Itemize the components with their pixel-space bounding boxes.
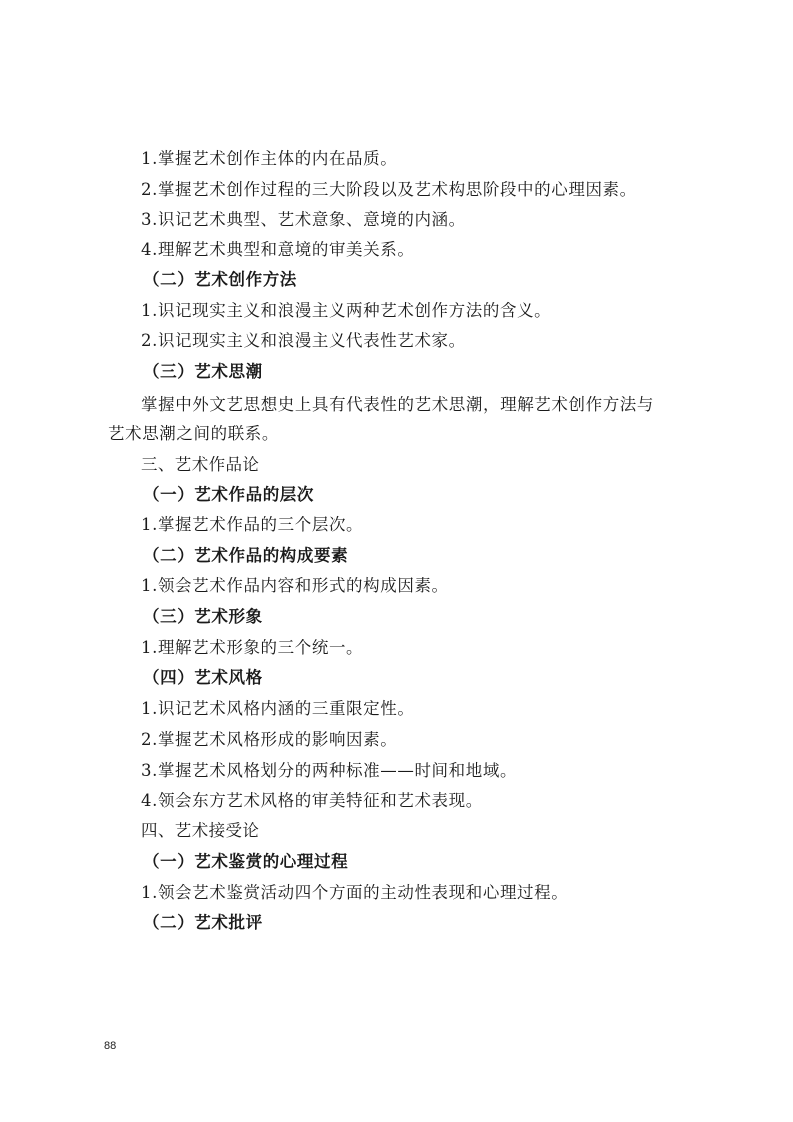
- subsection-heading: （一）艺术鉴赏的心理过程: [143, 852, 349, 871]
- subsection-heading: （三）艺术形象: [143, 607, 263, 626]
- list-item: 4.领会东方艺术风格的审美特征和艺术表现。: [141, 791, 483, 810]
- list-item: 1.领会艺术作品内容和形式的构成因素。: [141, 576, 449, 595]
- page-number: 88: [104, 1040, 117, 1052]
- subsection-heading: （二）艺术创作方法: [143, 270, 297, 289]
- list-item: 1.理解艺术形象的三个统一。: [141, 638, 364, 657]
- subsection-heading: （一）艺术作品的层次: [143, 485, 314, 504]
- paragraph-continuation: 艺术思潮之间的联系。: [108, 424, 279, 443]
- list-item: 1.掌握艺术创作主体的内在品质。: [141, 149, 398, 168]
- subsection-heading: （二）艺术批评: [143, 913, 263, 932]
- list-item: 2.识记现实主义和浪漫主义代表性艺术家。: [141, 331, 466, 350]
- list-item: 1.识记现实主义和浪漫主义两种艺术创作方法的含义。: [141, 301, 552, 320]
- list-item: 3.掌握艺术风格划分的两种标准——时间和地域。: [141, 761, 518, 780]
- list-item: 1.领会艺术鉴赏活动四个方面的主动性表现和心理过程。: [141, 883, 569, 902]
- section-heading: 四、艺术接受论: [141, 821, 260, 840]
- list-item: 4.理解艺术典型和意境的审美关系。: [141, 240, 415, 259]
- list-item: 3.识记艺术典型、艺术意象、意境的内涵。: [141, 210, 466, 229]
- section-heading: 三、艺术作品论: [141, 455, 260, 474]
- list-item: 1.识记艺术风格内涵的三重限定性。: [141, 699, 415, 718]
- subsection-heading: （四）艺术风格: [143, 668, 263, 687]
- list-item: 2.掌握艺术创作过程的三大阶段以及艺术构思阶段中的心理因素。: [141, 180, 637, 199]
- list-item: 1.掌握艺术作品的三个层次。: [141, 515, 364, 534]
- list-item: 2.掌握艺术风格形成的影响因素。: [141, 730, 398, 749]
- paragraph: 掌握中外文艺思想史上具有代表性的艺术思潮，理解艺术创作方法与: [141, 395, 654, 414]
- subsection-heading: （二）艺术作品的构成要素: [143, 546, 349, 565]
- subsection-heading: （三）艺术思潮: [143, 362, 263, 381]
